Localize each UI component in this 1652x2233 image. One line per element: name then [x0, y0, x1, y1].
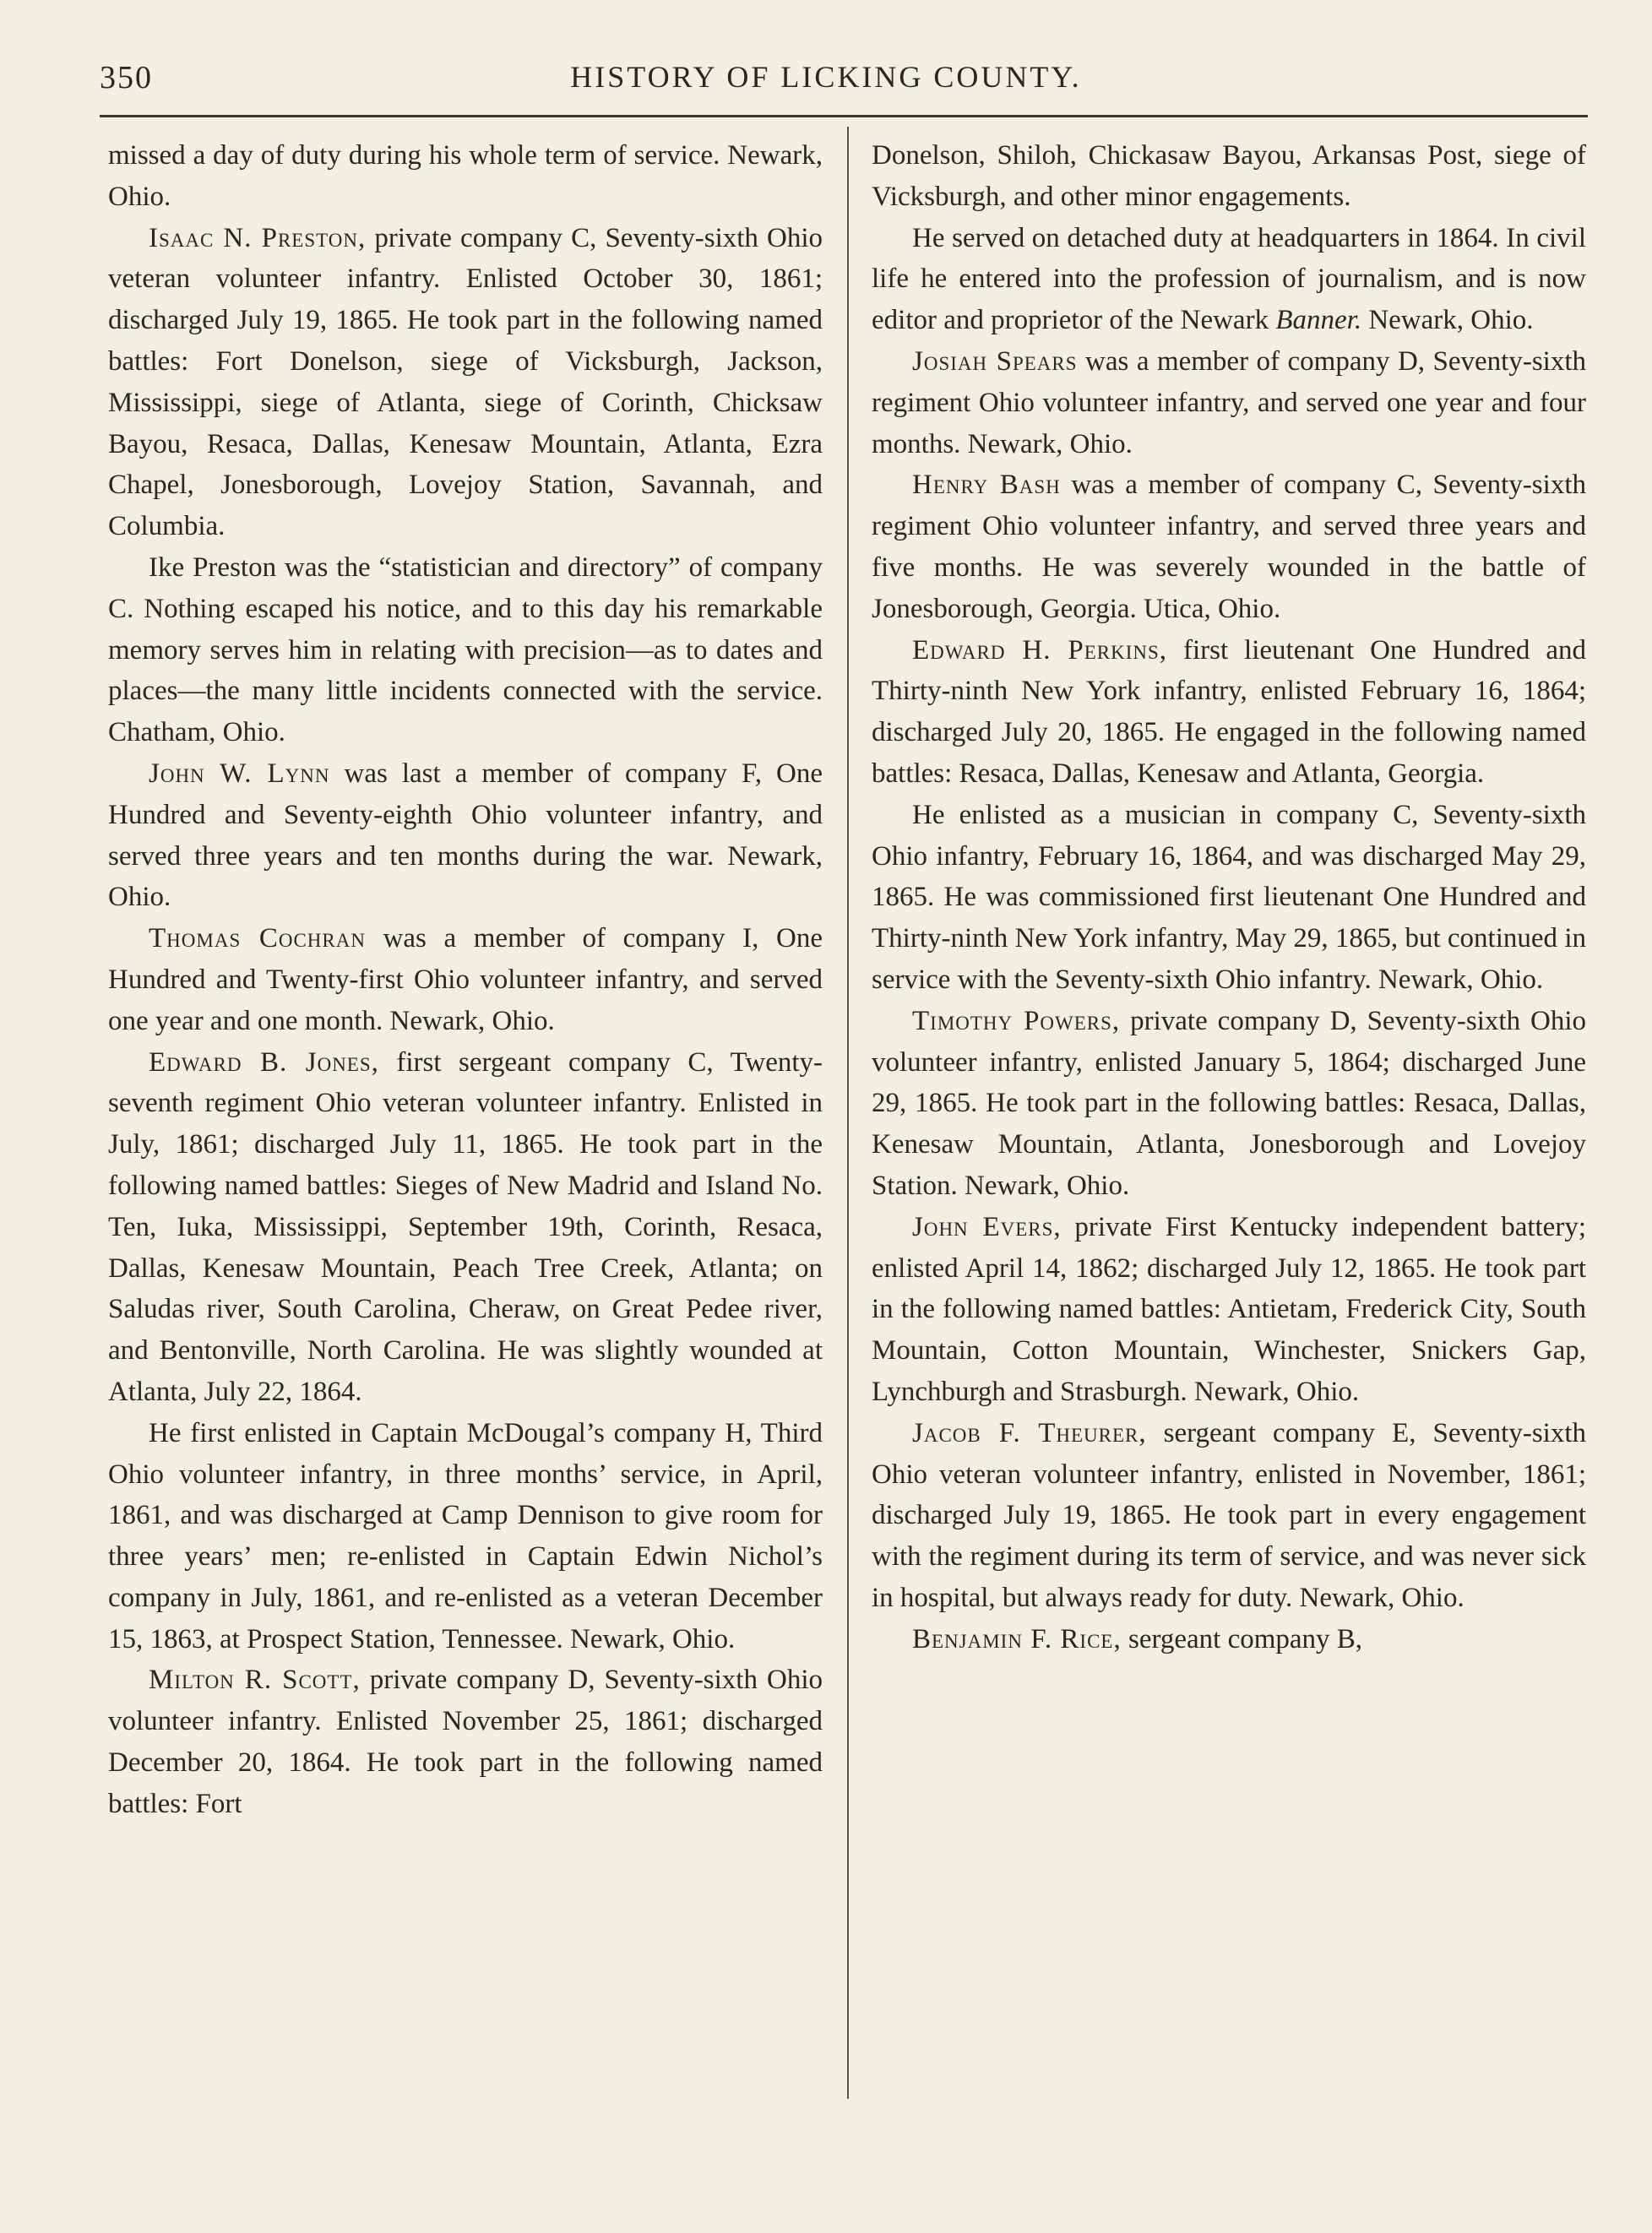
entry-text: first sergeant company C, Twenty-seventh regiment Ohio veteran volunteer infantry. Enlisted in July, 1861; discharged July 11, 1865. He took part in the following named battles: Sieges of New Madrid and Island No. Ten, Iuka, Mississippi, September 19th, Corinth, Resaca, Dallas, Kenesaw Mountain, Peach Tree Creek, Atlanta; on Saludas river, South Carolina, Cheraw, on Great Pedee river, and Bentonville, North Carolina. He was slightly wounded at Atlanta, July 22, 1864. — [108, 1046, 823, 1407]
paragraph-text: He first enlisted in Captain McDougal’s company H, Third Ohio volunteer infantry, in three months’ service, in April, 1861, and was discharged at Camp Dennison to give room for three years’ men; re-enlisted in Captain Edwin Nichol’s company in July, 1861, and re-enlisted as a veteran December 15, 1863, at Prospect Station, Tennessee. Newark, Ohio. — [108, 1417, 823, 1654]
biography-entry — [872, 1413, 1586, 1619]
paragraph — [108, 135, 823, 218]
biography-entry — [872, 341, 1586, 465]
entry-name: Edward B. Jones, — [149, 1046, 379, 1078]
entry-text: sergeant company E, Seventy-sixth Ohio veteran volunteer infantry, enlisted in November, 1861; discharged July 19, 1865. He took part in every engagement with the regiment during its term of service, and was never sick in hospital, but always ready for duty. Newark, Ohio. — [872, 1417, 1586, 1613]
entry-text: was a member of company C, Seventy-sixth regiment Ohio volunteer infantry, and served three years and five months. He was severely wounded in the battle of Jonesborough, Georgia. Utica, Ohio. — [872, 470, 1586, 624]
entry-name: Henry Bash — [912, 470, 1061, 501]
entry-name: Isaac N. Preston, — [149, 222, 367, 253]
entry-name: Jacob F. Theurer, — [912, 1417, 1147, 1448]
biography-entry — [872, 630, 1586, 795]
left-column — [108, 135, 823, 1825]
entry-name: Thomas Cochran — [149, 923, 366, 954]
biography-entry — [872, 1001, 1586, 1207]
entry-name: Josiah Spears — [912, 345, 1078, 377]
entry-name: Timothy Powers, — [912, 1005, 1121, 1036]
biography-entry — [108, 1042, 823, 1413]
entry-text: was last a member of company F, One Hundred and Seventy-eighth Ohio volunteer infantry, and served three years and ten months during the war. Newark, Ohio. — [108, 758, 823, 913]
entry-name: Edward H. Perkins, — [912, 634, 1168, 666]
paragraph-text: Ike Preston was the “statistician and directory” of company C. Nothing escaped his notice, and to this day his remarkable memory serves him in relating with precision—as to dates and places—the many little incidents connected with the service. Chatham, Ohio. — [108, 551, 823, 748]
running-head: HISTORY OF LICKING COUNTY. — [570, 60, 1082, 94]
entry-name: Benjamin F. Rice, — [912, 1623, 1122, 1654]
paragraph-text: He served on detached duty at headquarters in 1864. In civil life he entered into the profession of journalism, and is now editor and proprietor of the Newark — [872, 222, 1586, 336]
entry-name: John Evers, — [912, 1211, 1062, 1242]
paragraph — [872, 218, 1586, 341]
biography-entry — [872, 1207, 1586, 1413]
page-number: 350 — [100, 60, 153, 95]
biography-entry — [108, 753, 823, 918]
right-column — [872, 135, 1586, 1660]
biography-entry — [872, 1619, 1586, 1660]
entry-text: private company D, Seventy-sixth Ohio volunteer infantry, enlisted January 5, 1864; discharged June 29, 1865. He took part in the following battles: Resaca, Dallas, Kenesaw Mountain, Atlanta, Jonesborough and Lovejoy Station. Newark, Ohio. — [872, 1005, 1586, 1201]
biography-entry — [108, 1660, 823, 1824]
entry-name: Milton R. Scott, — [149, 1665, 361, 1696]
biography-entry — [108, 918, 823, 1041]
entry-text: was a member of company I, One Hundred and Twenty-first Ohio volunteer infantry, and served one year and one month. Newark, Ohio. — [108, 923, 823, 1036]
entry-text: private company D, Seventy-sixth Ohio volunteer infantry. Enlisted November 25, 1861; discharged December 20, 1864. He took part in the following named battles: Fort — [108, 1665, 823, 1819]
entry-text: sergeant company B, — [1121, 1623, 1363, 1654]
biography-entry — [108, 218, 823, 547]
paragraph — [108, 547, 823, 753]
entry-text: private company C, Seventy-sixth Ohio veteran volunteer infantry. Enlisted October 30, 1861; discharged July 19, 1865. He took part in the following named battles: Fort Donelson, siege of Vicksburgh, Jackson, Mississippi, siege of Atlanta, siege of Corinth, Chicksaw Bayou, Resaca, Dallas, Kenesaw Mountain, Atlanta, Ezra Chapel, Jonesborough, Lovejoy Station, Savannah, and Columbia. — [108, 222, 823, 542]
column-divider — [847, 127, 849, 2099]
header-rule — [100, 115, 1588, 117]
paragraph — [872, 135, 1586, 218]
paragraph-text: missed a day of duty during his whole term of service. Newark, Ohio. — [108, 140, 823, 212]
entry-text: was a member of company D, Seventy-sixth regiment Ohio volunteer infantry, and served one year and four months. Newark, Ohio. — [872, 345, 1587, 459]
paragraph-text: Newark, Ohio. — [1361, 305, 1534, 336]
biography-entry — [872, 465, 1586, 629]
entry-text: first lieutenant One Hundred and Thirty-ninth New York infantry, enlisted February 16, 1864; discharged July 20, 1865. He engaged in the following named battles: Resaca, Dallas, Kenesaw and Atlanta, Georgia. — [872, 634, 1586, 789]
italic-title: Banner. — [1275, 305, 1362, 336]
paragraph-text: Donelson, Shiloh, Chickasaw Bayou, Arkansas Post, siege of Vicksburgh, and other minor engagements. — [872, 140, 1586, 212]
paragraph — [872, 795, 1586, 1001]
paragraph — [108, 1413, 823, 1660]
paragraph-text: He enlisted as a musician in company C, Seventy-sixth Ohio infantry, February 16, 1864, and was discharged May 29, 1865. He was commissioned first lieutenant One Hundred and Thirty-ninth New York infantry, May 29, 1865, but continued in service with the Seventy-sixth Ohio infantry. Newark, Ohio. — [872, 799, 1586, 995]
page-header — [0, 59, 1652, 106]
entry-text: private First Kentucky independent battery; enlisted April 14, 1862; discharged July 12, 1865. He took part in the following named battles: Antietam, Frederick City, South Mountain, Cotton Mountain, Winchester, Snickers Gap, Lynchburgh and Strasburgh. Newark, Ohio. — [872, 1211, 1586, 1407]
entry-name: John W. Lynn — [149, 758, 330, 789]
